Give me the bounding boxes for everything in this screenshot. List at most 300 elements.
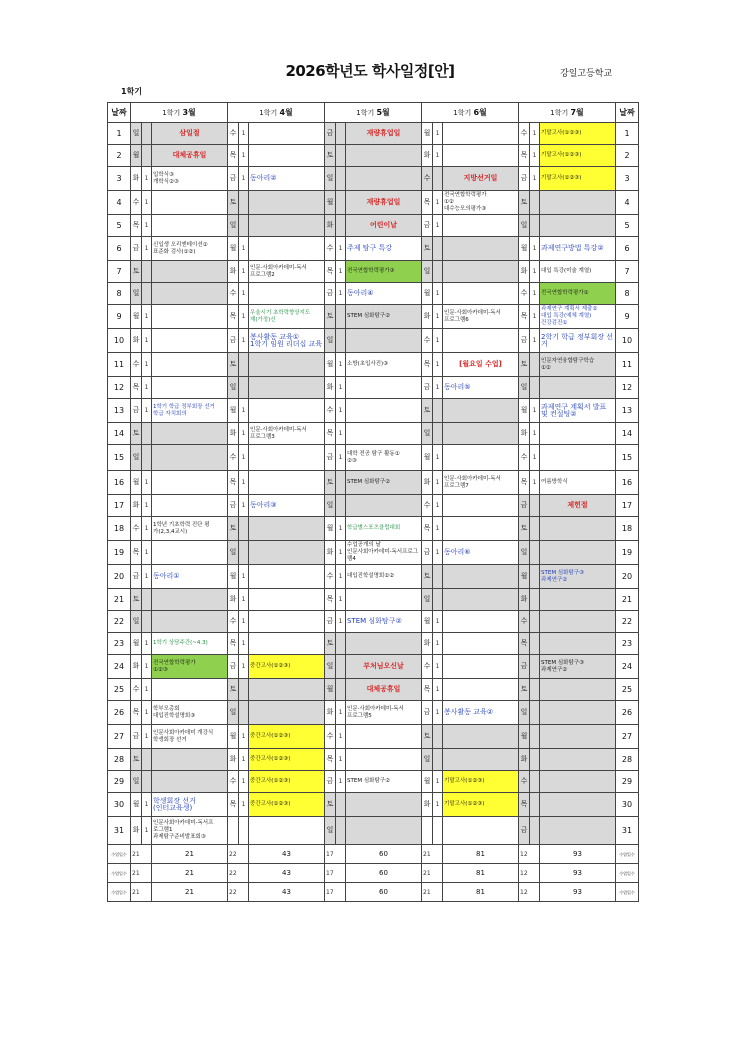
class-day-flag — [530, 793, 540, 817]
class-day-flag — [239, 817, 249, 845]
class-day-flag — [142, 445, 152, 471]
class-day-flag — [530, 377, 540, 399]
event-text: [월요일 수업] — [459, 360, 502, 368]
term-label: 1학기 — [121, 87, 143, 96]
cumulative-class-days: 60 — [346, 845, 422, 864]
event-cell — [443, 445, 519, 471]
weekday-cell: 금 — [519, 655, 530, 679]
class-day-flag: 1 — [433, 771, 443, 793]
class-day-flag: 1 — [239, 283, 249, 305]
class-day-flag — [530, 771, 540, 793]
class-day-flag: 1 — [142, 329, 152, 353]
weekday-cell: 금 — [131, 565, 142, 589]
weekday-cell: 화 — [422, 471, 433, 495]
weekday-cell: 토 — [519, 353, 530, 377]
class-day-flag — [142, 589, 152, 611]
class-day-flag — [142, 283, 152, 305]
class-day-flag: 1 — [239, 793, 249, 817]
monthly-class-days: 21 — [131, 864, 152, 883]
class-day-flag: 1 — [239, 495, 249, 517]
day-number-left: 29 — [108, 771, 131, 793]
cumulative-class-days: 60 — [346, 883, 422, 902]
event-cell — [443, 167, 519, 191]
class-day-flag — [336, 655, 346, 679]
event-text: 학급별스포츠클럽대회 — [347, 525, 401, 531]
class-day-flag — [433, 749, 443, 771]
weekday-cell: 목 — [131, 541, 142, 565]
summary-label: 수업일수 — [616, 845, 639, 864]
cumulative-class-days: 21 — [152, 864, 228, 883]
class-day-flag — [433, 237, 443, 261]
day-number-right: 4 — [616, 191, 639, 215]
day-number-left: 28 — [108, 749, 131, 771]
event-cell — [346, 611, 422, 633]
day-number-left: 5 — [108, 215, 131, 237]
month-header-june: 1학기 6월 — [422, 103, 519, 123]
class-day-flag — [530, 725, 540, 749]
event-cell — [346, 191, 422, 215]
day-number-left: 13 — [108, 399, 131, 423]
calendar-row — [108, 749, 639, 771]
weekday-cell: 수 — [422, 329, 433, 353]
class-day-flag: 1 — [142, 377, 152, 399]
weekday-cell: 일 — [422, 261, 433, 283]
event-cell — [152, 611, 228, 633]
class-day-flag: 1 — [433, 215, 443, 237]
event-text: 어린이날 — [369, 221, 398, 229]
day-number-right: 19 — [616, 541, 639, 565]
event-text: 학생회장 선거 (인터교육생) — [153, 796, 196, 812]
class-day-flag: 1 — [336, 541, 346, 565]
class-day-flag — [530, 611, 540, 633]
event-cell — [152, 541, 228, 565]
event-text: 동아리③ — [250, 501, 277, 509]
day-number-left: 4 — [108, 191, 131, 215]
weekday-cell: 목 — [325, 261, 336, 283]
weekday-cell: 금 — [228, 329, 239, 353]
day-number-right: 8 — [616, 283, 639, 305]
weekday-cell: 일 — [422, 589, 433, 611]
class-day-flag: 1 — [433, 517, 443, 541]
day-number-right: 1 — [616, 123, 639, 145]
class-day-flag — [142, 771, 152, 793]
event-cell — [346, 725, 422, 749]
weekday-cell: 토 — [325, 471, 336, 495]
class-day-flag: 1 — [142, 215, 152, 237]
event-cell — [152, 633, 228, 655]
monthly-class-days: 17 — [325, 845, 346, 864]
weekday-cell: 토 — [519, 517, 530, 541]
day-number-right: 3 — [616, 167, 639, 191]
class-day-flag: 1 — [433, 471, 443, 495]
calendar-row — [108, 611, 639, 633]
weekday-cell: 목 — [228, 145, 239, 167]
weekday-cell: 월 — [325, 353, 336, 377]
weekday-cell: 화 — [422, 793, 433, 817]
event-text: 기말고사(①②③) — [444, 801, 485, 807]
class-day-flag: 1 — [239, 565, 249, 589]
weekday-cell: 수 — [519, 283, 530, 305]
class-day-flag: 1 — [433, 679, 443, 701]
class-day-flag: 1 — [239, 771, 249, 793]
event-text: 전국연합학력평가① — [541, 290, 589, 296]
weekday-cell: 금 — [228, 167, 239, 191]
cumulative-class-days: 60 — [346, 864, 422, 883]
event-cell — [152, 565, 228, 589]
class-day-flag — [336, 495, 346, 517]
event-cell — [346, 329, 422, 353]
monthly-class-days: 17 — [325, 864, 346, 883]
class-days-summary-row — [108, 883, 639, 902]
event-text: 삼일절 — [179, 129, 200, 137]
event-cell — [346, 423, 422, 445]
class-day-flag — [530, 655, 540, 679]
calendar-row — [108, 167, 639, 191]
event-cell — [249, 725, 325, 749]
weekday-cell: 일 — [131, 445, 142, 471]
weekday-cell: 월 — [519, 565, 530, 589]
class-day-flag: 1 — [239, 749, 249, 771]
weekday-cell: 목 — [519, 633, 530, 655]
weekday-cell: 화 — [228, 749, 239, 771]
event-cell — [249, 167, 325, 191]
class-day-flag — [530, 749, 540, 771]
class-day-flag — [433, 167, 443, 191]
class-day-flag — [530, 817, 540, 845]
event-cell — [152, 817, 228, 845]
event-text: 대체공휴일 — [172, 151, 207, 159]
event-cell — [249, 611, 325, 633]
weekday-cell: 수 — [131, 191, 142, 215]
event-cell — [249, 261, 325, 283]
event-cell — [346, 353, 422, 377]
weekday-cell: 목 — [228, 793, 239, 817]
event-cell — [443, 793, 519, 817]
event-text: 전국연합학력평가 ①②③ — [153, 659, 196, 673]
class-day-flag — [336, 145, 346, 167]
event-text: 중간고사(①②③) — [250, 733, 291, 739]
weekday-cell: 토 — [131, 749, 142, 771]
event-text: 동아리⑤ — [444, 383, 471, 391]
summary-label: 수업일수 — [616, 864, 639, 883]
class-day-flag: 1 — [336, 423, 346, 445]
event-cell — [443, 817, 519, 845]
monthly-class-days: 22 — [228, 845, 249, 864]
weekday-cell: 월 — [131, 633, 142, 655]
event-cell — [152, 237, 228, 261]
calendar-row — [108, 771, 639, 793]
event-cell — [540, 123, 616, 145]
day-number-left: 18 — [108, 517, 131, 541]
weekday-cell: 수 — [131, 353, 142, 377]
class-day-flag — [142, 749, 152, 771]
day-number-left: 10 — [108, 329, 131, 353]
class-day-flag — [530, 191, 540, 215]
class-day-flag: 1 — [433, 283, 443, 305]
monthly-class-days: 21 — [422, 883, 443, 902]
event-cell — [249, 495, 325, 517]
calendar-row — [108, 261, 639, 283]
event-cell — [249, 471, 325, 495]
class-day-flag — [239, 517, 249, 541]
event-text: 1학기 상담주간(~4.3) — [153, 640, 208, 646]
weekday-cell: 일 — [519, 215, 530, 237]
class-day-flag: 1 — [239, 725, 249, 749]
event-cell — [443, 123, 519, 145]
event-text: 대입진학설명회①② — [347, 573, 395, 579]
event-cell — [249, 655, 325, 679]
event-cell — [249, 145, 325, 167]
day-number-right: 26 — [616, 701, 639, 725]
class-day-flag: 1 — [530, 445, 540, 471]
class-day-flag — [142, 261, 152, 283]
event-cell — [152, 445, 228, 471]
weekday-cell: 토 — [519, 679, 530, 701]
day-number-right: 22 — [616, 611, 639, 633]
weekday-cell: 토 — [325, 145, 336, 167]
event-cell — [540, 633, 616, 655]
class-day-flag: 1 — [142, 541, 152, 565]
event-text: 주제 탐구 특강 — [347, 244, 393, 252]
event-cell — [346, 471, 422, 495]
event-cell — [152, 305, 228, 329]
event-cell — [443, 261, 519, 283]
class-day-flag: 1 — [433, 611, 443, 633]
class-day-flag: 1 — [336, 445, 346, 471]
day-number-right: 5 — [616, 215, 639, 237]
class-day-flag: 1 — [239, 445, 249, 471]
class-day-flag — [530, 679, 540, 701]
class-day-flag — [239, 191, 249, 215]
event-text: 재량휴업일 — [366, 129, 401, 137]
weekday-cell: 수 — [228, 611, 239, 633]
weekday-cell: 화 — [519, 261, 530, 283]
cumulative-class-days: 93 — [540, 864, 616, 883]
day-number-left: 17 — [108, 495, 131, 517]
event-cell — [249, 749, 325, 771]
event-cell — [249, 793, 325, 817]
day-number-right: 28 — [616, 749, 639, 771]
event-text: 제헌절 — [567, 501, 588, 509]
weekday-cell: 일 — [422, 749, 433, 771]
class-day-flag: 1 — [142, 495, 152, 517]
event-text: 인문·사회아카데미-독서 프로그램2 — [250, 264, 307, 278]
class-day-flag: 1 — [336, 283, 346, 305]
weekday-cell: 금 — [519, 167, 530, 191]
calendar-row — [108, 471, 639, 495]
event-cell — [443, 399, 519, 423]
event-cell — [443, 589, 519, 611]
event-cell — [249, 283, 325, 305]
weekday-cell: 금 — [422, 541, 433, 565]
event-cell — [443, 611, 519, 633]
event-text: STEM 심화탐구② — [347, 617, 402, 625]
summary-label: 수업일수 — [108, 883, 131, 902]
class-day-flag: 1 — [433, 191, 443, 215]
weekday-cell: 월 — [228, 565, 239, 589]
class-day-flag: 1 — [530, 471, 540, 495]
event-cell — [249, 701, 325, 725]
event-text: 과제연구 계획서 발표 및 컨설팅② — [541, 402, 607, 418]
class-day-flag: 1 — [239, 261, 249, 283]
weekday-cell: 월 — [519, 399, 530, 423]
class-days-summary-row — [108, 845, 639, 864]
class-day-flag — [530, 633, 540, 655]
class-day-flag — [433, 565, 443, 589]
class-day-flag — [530, 215, 540, 237]
event-cell — [346, 679, 422, 701]
day-number-left: 12 — [108, 377, 131, 399]
calendar-row — [108, 589, 639, 611]
class-day-flag — [239, 541, 249, 565]
event-cell — [443, 771, 519, 793]
event-text: 대체공휴일 — [366, 685, 401, 693]
weekday-cell: 목 — [131, 215, 142, 237]
class-day-flag — [530, 495, 540, 517]
class-day-flag — [239, 215, 249, 237]
event-text: STEM 심화탐구② — [347, 479, 391, 485]
weekday-cell: 일 — [519, 541, 530, 565]
calendar-row — [108, 377, 639, 399]
event-cell — [346, 749, 422, 771]
event-text: 기말고사(①②③) — [541, 130, 582, 136]
day-number-left: 2 — [108, 145, 131, 167]
monthly-class-days: 12 — [519, 864, 540, 883]
event-text: 중간고사(①②③) — [250, 778, 291, 784]
event-cell — [443, 305, 519, 329]
class-day-flag: 1 — [336, 611, 346, 633]
weekday-cell: 수 — [325, 399, 336, 423]
event-cell — [540, 191, 616, 215]
event-cell — [346, 701, 422, 725]
weekday-cell: 목 — [131, 701, 142, 725]
event-text: 부처님오신날 — [363, 662, 404, 670]
calendar-row — [108, 191, 639, 215]
weekday-cell: 수 — [325, 237, 336, 261]
calendar-row — [108, 399, 639, 423]
event-cell — [443, 541, 519, 565]
weekday-cell: 월 — [131, 793, 142, 817]
class-day-flag — [336, 191, 346, 215]
event-cell — [540, 541, 616, 565]
weekday-cell: 목 — [422, 353, 433, 377]
event-text: 학부모총회 대입진학설명회③ — [153, 705, 196, 719]
class-day-flag — [433, 589, 443, 611]
cumulative-class-days: 81 — [443, 864, 519, 883]
class-day-flag: 1 — [239, 237, 249, 261]
weekday-cell: 토 — [519, 191, 530, 215]
event-text: 기말고사(①②③) — [444, 778, 485, 784]
day-number-right: 29 — [616, 771, 639, 793]
day-number-left: 30 — [108, 793, 131, 817]
class-day-flag: 1 — [433, 701, 443, 725]
weekday-cell — [228, 817, 239, 845]
event-cell — [540, 771, 616, 793]
event-cell — [346, 145, 422, 167]
event-text: 2학기 학급 정부회장 선 거 — [541, 332, 613, 348]
event-cell — [346, 283, 422, 305]
weekday-cell: 토 — [228, 517, 239, 541]
event-text: 지방선거일 — [463, 174, 498, 182]
class-day-flag: 1 — [142, 399, 152, 423]
class-day-flag: 1 — [530, 423, 540, 445]
class-day-flag: 1 — [239, 329, 249, 353]
weekday-cell: 수 — [131, 679, 142, 701]
class-day-flag — [336, 471, 346, 495]
weekday-cell: 목 — [228, 633, 239, 655]
event-cell — [249, 423, 325, 445]
weekday-cell: 목 — [325, 589, 336, 611]
weekday-cell: 일 — [228, 701, 239, 725]
weekday-cell: 일 — [325, 495, 336, 517]
weekday-cell: 금 — [519, 495, 530, 517]
weekday-cell: 일 — [325, 167, 336, 191]
month-header-may: 1학기 5월 — [325, 103, 422, 123]
calendar-row — [108, 725, 639, 749]
calendar-row — [108, 541, 639, 565]
event-cell — [152, 399, 228, 423]
event-cell — [346, 261, 422, 283]
header-row — [108, 103, 639, 123]
event-text: 인문사회아카데미-독서프 로그램1 과제탐구준비발표회③ — [153, 820, 214, 840]
weekday-cell: 일 — [422, 423, 433, 445]
event-cell — [152, 283, 228, 305]
weekday-cell: 수 — [519, 123, 530, 145]
weekday-cell: 목 — [422, 517, 433, 541]
weekday-cell: 금 — [422, 377, 433, 399]
date-header-left: 날짜 — [108, 103, 131, 123]
weekday-cell: 월 — [422, 123, 433, 145]
weekday-cell: 화 — [422, 145, 433, 167]
day-number-right: 31 — [616, 817, 639, 845]
event-cell — [152, 771, 228, 793]
event-text: 수업공개의 날 인문사회아카데미-독서프로그 램4 — [347, 542, 419, 562]
weekday-cell: 목 — [519, 145, 530, 167]
event-cell — [346, 445, 422, 471]
weekday-cell: 월 — [131, 145, 142, 167]
class-day-flag: 1 — [433, 353, 443, 377]
weekday-cell: 목 — [325, 749, 336, 771]
event-text: 중간고사(①②③) — [250, 801, 291, 807]
weekday-cell: 화 — [228, 261, 239, 283]
event-text: STEM 심화탐구② — [347, 313, 391, 319]
class-day-flag — [336, 123, 346, 145]
event-cell — [443, 329, 519, 353]
weekday-cell: 금 — [325, 123, 336, 145]
event-cell — [540, 655, 616, 679]
calendar-row — [108, 633, 639, 655]
class-day-flag: 1 — [239, 633, 249, 655]
class-day-flag: 1 — [336, 377, 346, 399]
class-day-flag: 1 — [530, 261, 540, 283]
event-cell — [152, 123, 228, 145]
class-day-flag: 1 — [336, 701, 346, 725]
weekday-cell: 화 — [131, 495, 142, 517]
class-day-flag: 1 — [433, 495, 443, 517]
month-header-july: 1학기 7월 — [519, 103, 616, 123]
weekday-cell: 금 — [131, 725, 142, 749]
event-text: 대학 전공 탐구 활동① ②③ — [347, 450, 400, 464]
weekday-cell: 수 — [228, 283, 239, 305]
class-day-flag — [530, 541, 540, 565]
class-day-flag: 1 — [433, 377, 443, 399]
event-text: 인문자연융합탐구학습 ①② — [541, 357, 595, 371]
class-day-flag: 1 — [433, 793, 443, 817]
event-text: 동아리② — [250, 174, 277, 182]
event-cell — [249, 541, 325, 565]
class-day-flag: 1 — [142, 517, 152, 541]
date-header-right: 날짜 — [616, 103, 639, 123]
